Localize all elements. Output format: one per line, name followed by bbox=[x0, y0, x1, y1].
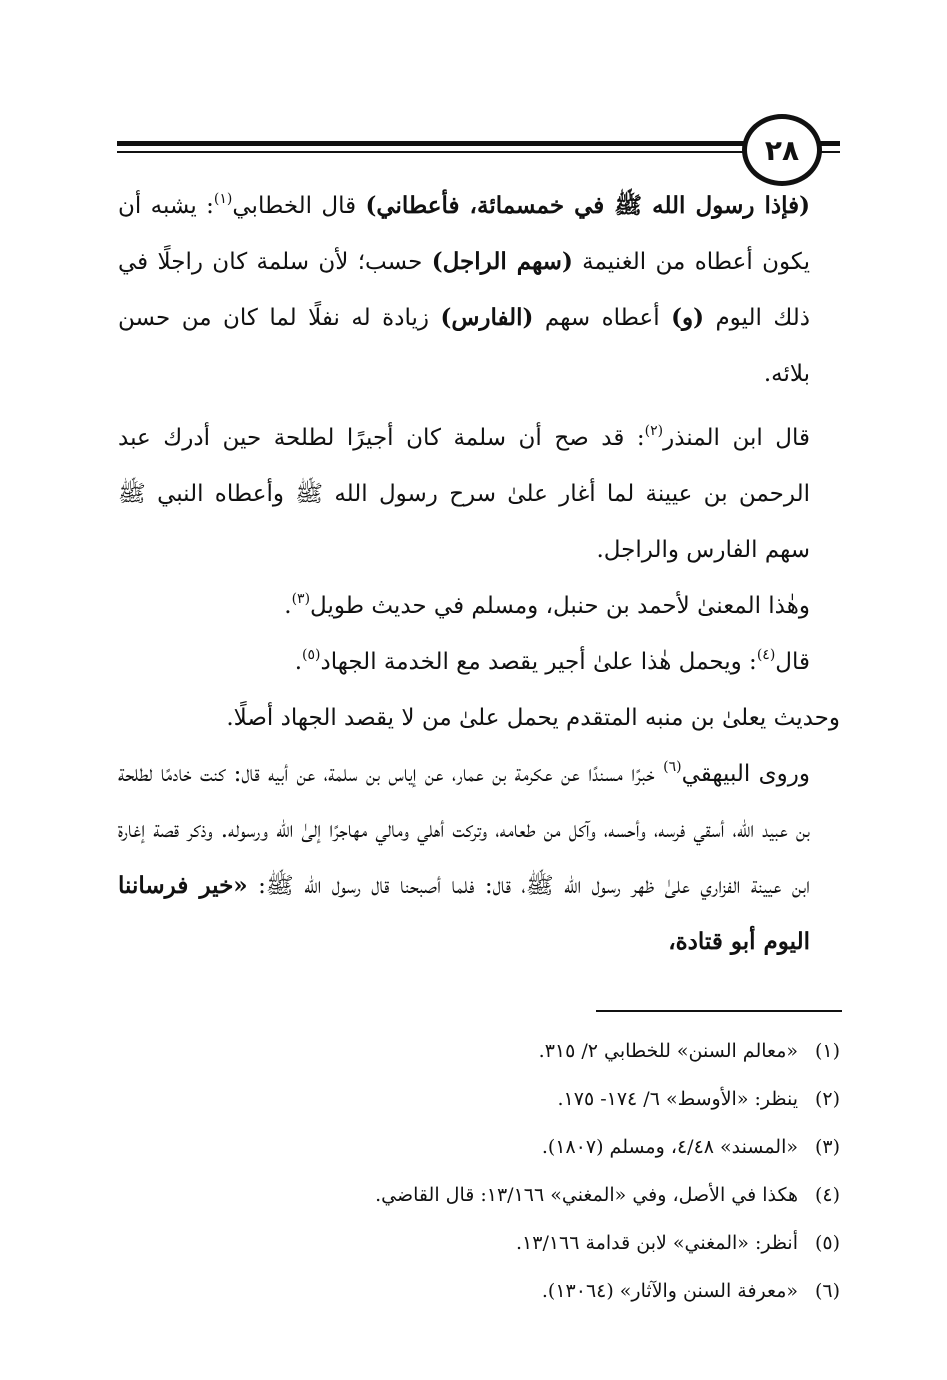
paragraph-4 bbox=[118, 634, 840, 690]
paragraph-1 bbox=[118, 178, 840, 402]
paragraph-6 bbox=[118, 746, 840, 970]
text-run: قال ابن المنذر bbox=[663, 425, 810, 451]
footnote-ref: (٢) bbox=[644, 423, 664, 439]
text-run: قال bbox=[775, 649, 810, 675]
footnote-number: (٦) bbox=[814, 1280, 840, 1302]
text-run: وروى البيهقي bbox=[681, 761, 811, 787]
paragraph-2 bbox=[118, 410, 840, 578]
text-run: زيادة له نفلًا لما كان من حسن بلائه. bbox=[118, 305, 810, 387]
header-rule-thick bbox=[117, 141, 749, 146]
footnote-item bbox=[118, 1267, 840, 1315]
footnote-text: «معرفة السنن والآثار» (١٣٠٦٤). bbox=[541, 1280, 798, 1302]
footnotes bbox=[118, 1027, 840, 1315]
text-run: . bbox=[284, 593, 292, 619]
footnote-separator bbox=[596, 1010, 842, 1012]
footnote-ref: (١) bbox=[213, 191, 233, 207]
footnote-item bbox=[118, 1219, 840, 1267]
footnote-ref: (٤) bbox=[756, 647, 776, 663]
footnote-text: ينظر: «الأوسط» ٦/ ١٧٤- ١٧٥. bbox=[557, 1088, 798, 1110]
footnote-ref: (٥) bbox=[302, 647, 321, 663]
footnote-number: (٣) bbox=[814, 1136, 840, 1158]
quoted-text: (و) bbox=[671, 304, 704, 331]
footnote-number: (١) bbox=[814, 1040, 840, 1062]
quoted-text: (الفارس) bbox=[440, 304, 534, 331]
footnote-number: (٢) bbox=[814, 1088, 840, 1110]
footnote-ref: (٦) bbox=[663, 759, 682, 775]
text-run: خبرًا مسندًا عن عكرمة بن عمار، عن إياس بن سلمة، عن أبيه قال: كنت خادمًا لطلحة بن عبيد الله، أسقي فرسه، وأحسه، وآكل من طعامه، وتركت أهلي ومالي مهاجرًا إلىٰ الله ورسوله. وذكر قصة إغارة ابن عيينة الفزاري علىٰ ظهر رسول الله ﷺ، قال: فلما أصبحنا قال رسول الله ﷺ: bbox=[118, 761, 810, 899]
quoted-text: «خير فرساننا اليوم أبو قتادة، bbox=[118, 872, 810, 955]
footnote-item bbox=[118, 1171, 840, 1219]
footnote-text: أنظر: «المغني» لابن قدامة ١٣/١٦٦. bbox=[515, 1232, 798, 1254]
text-run: : قد صح أن سلمة كان أجيرًا لطلحة حين أدرك عبد الرحمن بن عيينة لما أغار علىٰ سرح رسول الله ﷺ وأعطاه النبي ﷺ سهم الفارس والراجل. bbox=[118, 425, 810, 563]
text-run: قال الخطابي bbox=[232, 193, 366, 219]
footnote-ref: (٣) bbox=[291, 591, 311, 607]
footnote-text: «معالم السنن» للخطابي ٢/ ٣١٥. bbox=[538, 1040, 798, 1062]
text-run: . bbox=[294, 649, 303, 675]
text-run: : ويحمل هٰذا علىٰ أجير يقصد مع الخدمة الجهاد bbox=[320, 649, 757, 675]
footnote-text: هكذا في الأصل، وفي «المغني» ١٣/١٦٦: قال القاضي. bbox=[375, 1184, 798, 1206]
footnote-item bbox=[118, 1123, 840, 1171]
footnote-item bbox=[118, 1027, 840, 1075]
text-run: وحديث يعلىٰ بن منبه المتقدم يحمل علىٰ من لا يقصد الجهاد أصلًا. bbox=[226, 705, 840, 731]
text-run: حسب؛ لأن سلمة كان راجلًا في ذلك اليوم bbox=[118, 249, 811, 331]
quoted-text: (فإذا رسول الله ﷺ في خمسمائة، فأعطاني) bbox=[365, 192, 811, 219]
footnote-text: «المسند» ٤/٤٨، ومسلم (١٨٠٧). bbox=[541, 1136, 798, 1158]
text-run: وهٰذا المعنىٰ لأحمد بن حنبل، ومسلم في حديث طويل bbox=[310, 593, 810, 619]
footnote-number: (٥) bbox=[814, 1232, 840, 1254]
text-run: أعطاه سهم bbox=[533, 305, 672, 331]
header-rule-thin bbox=[117, 151, 749, 153]
page-number-badge bbox=[742, 114, 822, 186]
footnote-item bbox=[118, 1075, 840, 1123]
paragraph-5 bbox=[118, 690, 840, 746]
paragraph-3 bbox=[118, 578, 840, 634]
page-number: ٢٨ bbox=[764, 133, 800, 167]
quoted-text: (سهم الراجل) bbox=[431, 248, 573, 275]
main-text bbox=[118, 178, 840, 970]
text-run: : يشبه أن يكون أعطاه من الغنيمة bbox=[118, 193, 810, 275]
footnote-number: (٤) bbox=[814, 1184, 840, 1206]
